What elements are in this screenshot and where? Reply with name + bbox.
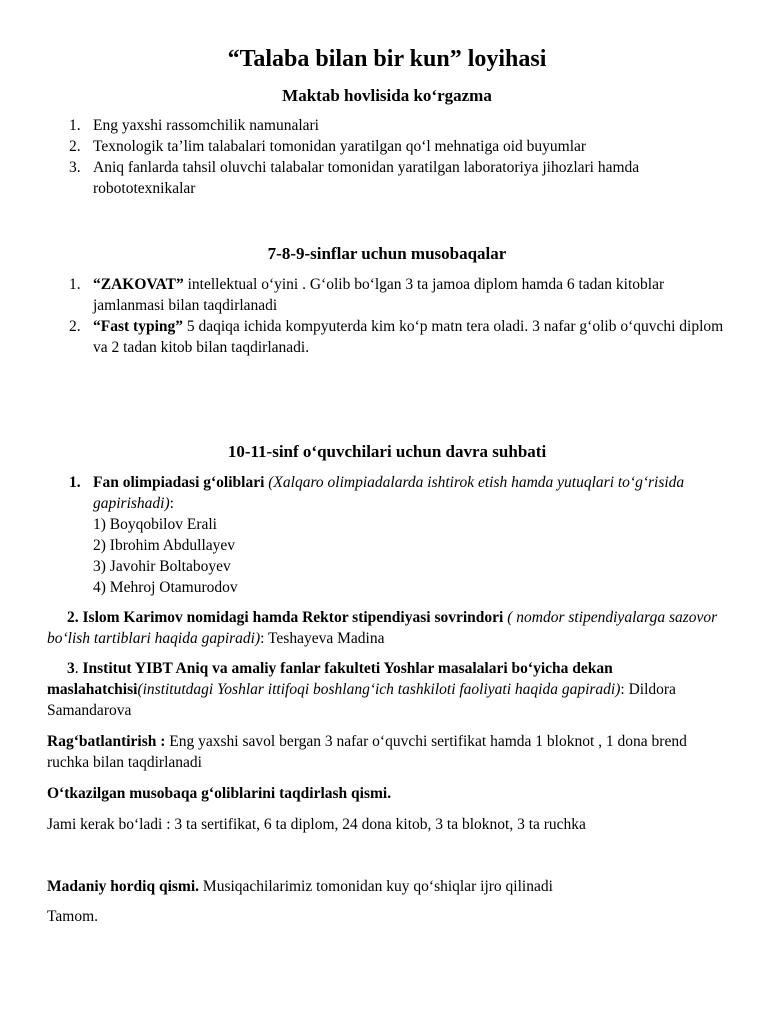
list-item: 1. “ZAKOVAT” intellektual o‘yini . G‘olib bo‘lgan 3 ta jamoa diplom hamda 6 tadan kitoblar jamlanmasi bilan taqdirlanadi [69, 276, 665, 314]
list-item: 3. Aniq fanlarda tahsil oluvchi talabalar tomonidan yaratilgan laboratoriya jihozlari hamda robototexnikalar [69, 159, 640, 197]
round-table-list [47, 472, 727, 514]
list-item: 1. Eng yaxshi rassomchilik namunalari [69, 117, 319, 134]
list-item: 2. Texnologik ta’lim talabalari tomonidan yaratilgan qo‘l mehnatiga oid buyumlar [69, 138, 587, 155]
document-page [47, 44, 727, 927]
section-exhibition-heading: Maktab hovlisida ko‘rgazma [282, 86, 492, 105]
olympiad-winner: 2) Ibrohim Abdullayev [93, 537, 236, 554]
dean-adviser-paragraph: 3. Institut YIBT Aniq va amaliy fanlar fakulteti Yoshlar masalalari bo‘yicha dekan maslahatchisi(institutdagi Yoshlar ittifoqi boshlang‘ich tashkiloti faoliyati haqida gapiradi): Dildora Samandarova [47, 660, 676, 719]
olympiad-winner: 4) Mehroj Otamurodov [93, 579, 238, 596]
document-title: “Talaba bilan bir kun” loyihasi [227, 46, 547, 72]
cultural-paragraph: Madaniy hordiq qismi. Musiqachilarimiz tomonidan kuy qo‘shiqlar ijro qilinadi [47, 878, 553, 895]
encouragement-paragraph: Rag‘batlantirish : Eng yaxshi savol bergan 3 nafar o‘quvchi sertifikat hamda 1 bloknot , 1 dona brend ruchka bilan taqdirlanadi [47, 733, 687, 771]
section-competitions-heading: 7-8-9-sinflar uchun musobaqalar [267, 244, 507, 263]
awards-heading: O‘tkazilgan musobaqa g‘oliblarini taqdirlash qismi. [47, 785, 392, 802]
list-item: 2. “Fast typing” 5 daqiqa ichida kompyuterda kim ko‘p matn tera oladi. 3 nafar g‘olib o‘quvchi diplom va 2 tadan kitob bilan taqdirlanadi. [69, 318, 724, 356]
end-text: Tamom. [47, 908, 99, 925]
totals-paragraph: Jami kerak bo‘ladi : 3 ta sertifikat, 6 ta diplom, 24 dona kitob, 3 ta bloknot, 3 ta ruchka [47, 816, 586, 833]
exhibition-list [47, 115, 727, 199]
competitions-list [47, 274, 727, 358]
list-item: 1. Fan olimpiadasi g‘oliblari (Xalqaro olimpiadalarda ishtirok etish hamda yutuqlari to‘g‘risida gapirishadi): [69, 474, 685, 512]
olympiad-winner: 1) Boyqobilov Erali [93, 516, 217, 533]
section-round-table-heading: 10-11-sinf o‘quvchilari uchun davra suhbati [227, 442, 547, 461]
scholarship-paragraph: 2. Islom Karimov nomidagi hamda Rektor stipendiyasi sovrindori ( nomdor stipendiyalarga sazovor bo‘lish tartiblari haqida gapiradi): Teshayeva Madina [47, 609, 718, 647]
olympiad-winner: 3) Javohir Boltaboyev [93, 558, 231, 575]
